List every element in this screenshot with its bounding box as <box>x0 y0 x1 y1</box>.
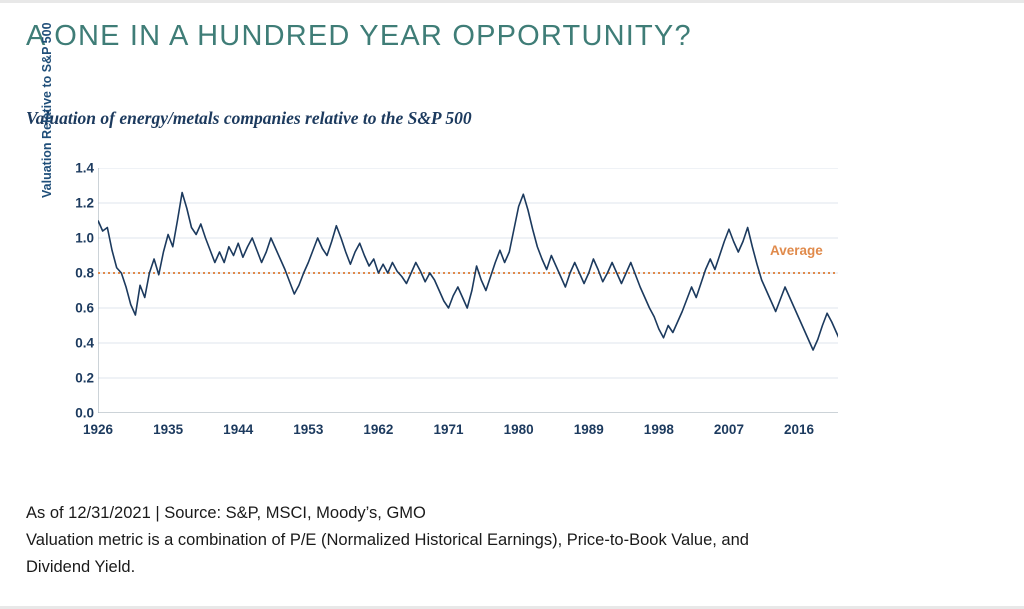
footnote-methodology-2: Dividend Yield. <box>26 558 136 576</box>
x-tick-label: 1962 <box>363 422 394 437</box>
y-tick-label: 1.4 <box>75 160 94 176</box>
x-tick-label: 1953 <box>293 422 324 437</box>
y-tick-label: 1.2 <box>75 195 94 211</box>
y-tick-label: 0.0 <box>75 405 94 421</box>
x-tick-label: 1935 <box>153 422 184 437</box>
x-tick-label: 2016 <box>784 422 815 437</box>
y-tick-label: 0.6 <box>75 300 94 316</box>
x-tick-label: 1998 <box>643 422 674 437</box>
chart-plot-area <box>98 168 838 413</box>
x-tick-label: 1989 <box>573 422 604 437</box>
x-tick-label: 1980 <box>503 422 534 437</box>
page-title: A ONE IN A HUNDRED YEAR OPPORTUNITY? <box>26 20 692 52</box>
average-annotation-label: Average <box>770 243 823 258</box>
footnote <box>26 500 986 581</box>
x-tick-label: 1944 <box>223 422 254 437</box>
x-axis-ticks <box>82 420 838 448</box>
y-axis-ticks <box>50 158 94 421</box>
y-tick-label: 0.8 <box>75 265 94 281</box>
x-tick-label: 2007 <box>713 422 744 437</box>
footnote-source: As of 12/31/2021 | Source: S&P, MSCI, Moody’s, GMO <box>26 504 426 522</box>
footnote-methodology-1: Valuation metric is a combination of P/E (Normalized Historical Earnings), Price-to-Book Value, and <box>26 531 749 549</box>
line-chart-svg <box>98 168 838 413</box>
y-tick-label: 0.4 <box>75 335 94 351</box>
x-tick-label: 1971 <box>433 422 464 437</box>
y-tick-label: 1.0 <box>75 230 94 246</box>
y-axis-label: Valuation Relative to S&P 500 <box>40 22 54 198</box>
y-tick-label: 0.2 <box>75 370 94 386</box>
top-divider <box>0 0 1024 3</box>
chart-subtitle: Valuation of energy/metals companies relative to the S&P 500 <box>26 108 472 128</box>
x-tick-label: 1926 <box>82 422 114 437</box>
